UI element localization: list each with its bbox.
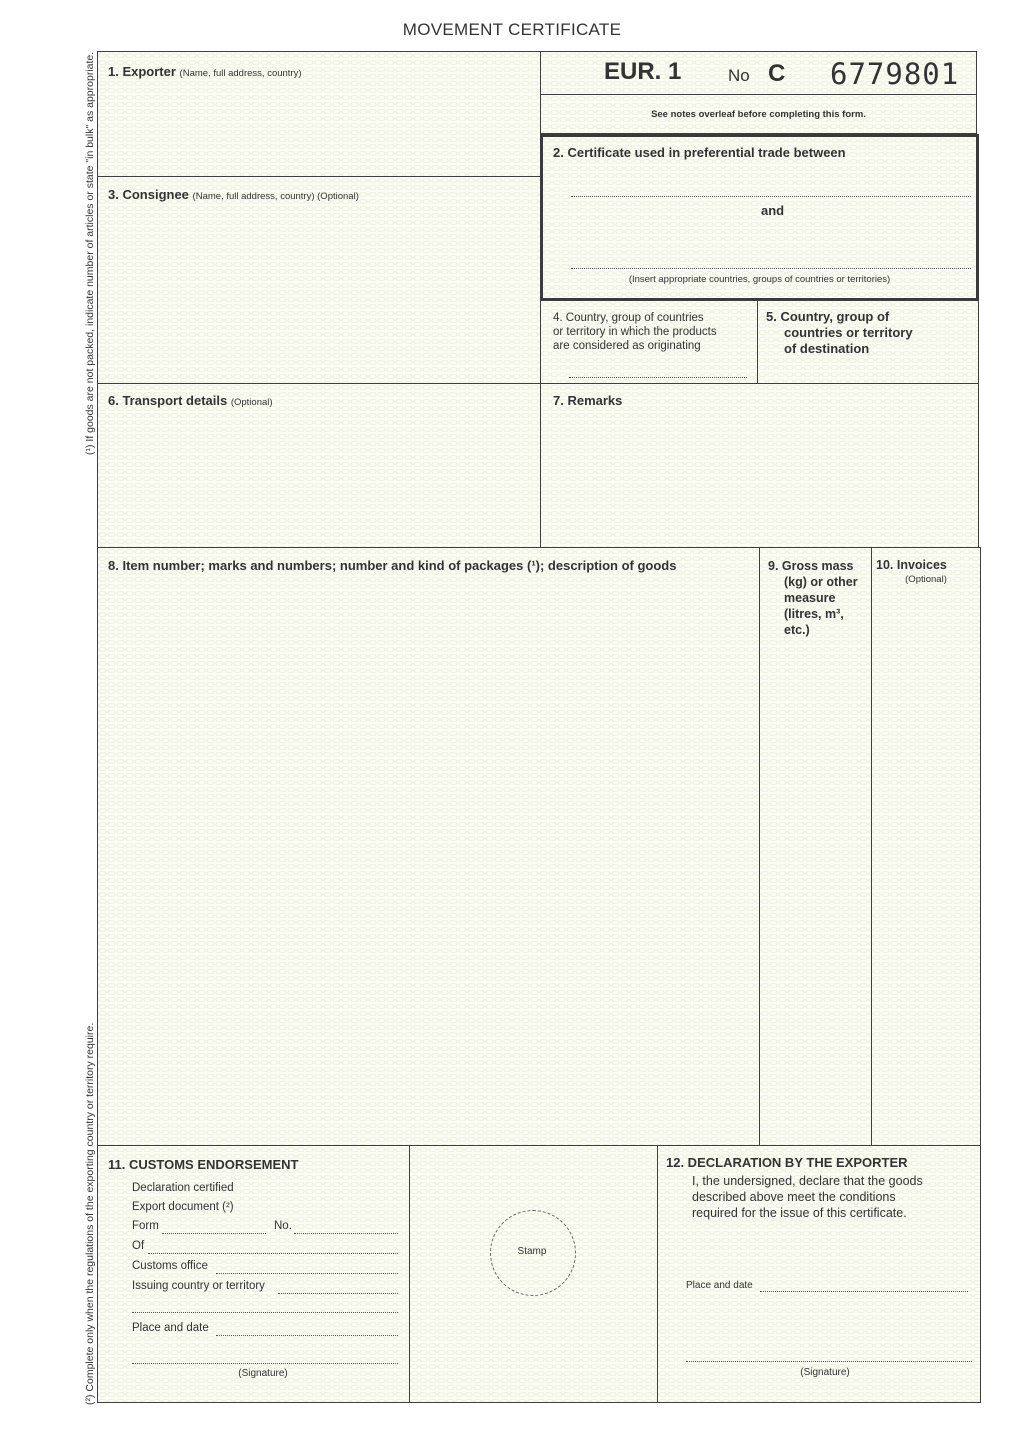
- preferential-trade-box[interactable]: [540, 134, 979, 301]
- exporter-place-date-field[interactable]: [760, 1291, 968, 1292]
- issuing-country-field-2[interactable]: [132, 1312, 398, 1313]
- declaration-certified-text: Declaration certified: [132, 1182, 234, 1194]
- no-field[interactable]: [294, 1233, 398, 1234]
- origin-country-line[interactable]: [569, 377, 747, 378]
- destination-line-1: 5. Country, group of: [766, 309, 890, 324]
- origin-line-3: are considered as originating: [553, 340, 701, 352]
- gross-mass-line-1: 9. Gross mass: [768, 559, 854, 573]
- consignee-box[interactable]: [97, 176, 541, 384]
- exporter-signature-label: (Signature): [800, 1367, 850, 1378]
- customs-place-date-label: Place and date: [132, 1322, 209, 1334]
- invoices-label: 10. Invoices: [876, 558, 947, 572]
- exporter-declaration-box[interactable]: [657, 1145, 981, 1403]
- form-field[interactable]: [162, 1233, 266, 1234]
- customs-signature-label: (Signature): [238, 1368, 288, 1379]
- exporter-box[interactable]: [97, 51, 541, 177]
- invoices-hint: (Optional): [905, 574, 947, 585]
- notes-text: See notes overleaf before completing this form.: [651, 109, 866, 120]
- exporter-signature-line[interactable]: [686, 1361, 972, 1362]
- no-field-label: No.: [274, 1220, 292, 1232]
- destination-line-2: countries or territory: [784, 325, 913, 340]
- export-document-label: Export document (²): [132, 1201, 234, 1213]
- destination-country-box[interactable]: [757, 300, 979, 384]
- exporter-hint: (Name, full address, country): [179, 68, 302, 79]
- gross-mass-line-4: (litres, m³,: [784, 607, 844, 621]
- of-field[interactable]: [148, 1253, 398, 1254]
- goods-description-label: 8. Item number; marks and numbers; number and kind of packages (¹); description of goods: [108, 558, 677, 573]
- side-note-packing: (¹) If goods are not packed, indicate number of articles or state "in bulk" as appropriate.: [84, 51, 96, 455]
- of-field-label: Of: [132, 1240, 145, 1252]
- and-label: and: [761, 203, 785, 218]
- customs-signature-line[interactable]: [132, 1363, 398, 1364]
- issuing-country-label: Issuing country or territory: [132, 1280, 265, 1292]
- customs-office-label: Customs office: [132, 1260, 208, 1272]
- transport-details-label: 6. Transport details: [108, 393, 228, 408]
- destination-line-3: of destination: [784, 341, 870, 356]
- gross-mass-line-5: etc.): [784, 623, 810, 637]
- remarks-box[interactable]: [540, 383, 979, 548]
- number-label: No: [728, 66, 750, 85]
- transport-details-box[interactable]: [97, 383, 541, 548]
- serial-number: 6779801: [830, 57, 960, 91]
- origin-line-2: or territory in which the products: [553, 326, 717, 338]
- form-title: MOVEMENT CERTIFICATE: [402, 20, 622, 39]
- gross-mass-line-2: (kg) or other: [784, 575, 858, 589]
- declaration-line-1: I, the undersigned, declare that the goods: [692, 1174, 923, 1188]
- customs-endorsement-label: 11. CUSTOMS ENDORSEMENT: [108, 1157, 299, 1172]
- consignee-hint: (Name, full address, country) (Optional): [192, 191, 359, 202]
- goods-description-box[interactable]: [97, 547, 760, 1146]
- transport-details-hint: (Optional): [230, 397, 273, 408]
- declaration-line-2: described above meet the conditions: [692, 1190, 896, 1204]
- stamp-label: Stamp: [517, 1246, 547, 1257]
- customs-office-field[interactable]: [216, 1273, 398, 1274]
- gross-mass-box[interactable]: [759, 547, 872, 1146]
- form-field-label: Form: [132, 1220, 159, 1232]
- preferential-trade-hint: (Insert appropriate countries, groups of countries or territories): [628, 274, 891, 285]
- origin-country-box[interactable]: [540, 300, 758, 384]
- customs-place-date-field[interactable]: [216, 1335, 398, 1336]
- notes-box: [540, 94, 977, 134]
- declaration-line-3: required for the issue of this certificate.: [692, 1206, 907, 1220]
- exporter-place-date-label: Place and date: [686, 1280, 753, 1291]
- exporter-declaration-label: 12. DECLARATION BY THE EXPORTER: [666, 1155, 908, 1170]
- remarks-label: 7. Remarks: [553, 393, 623, 408]
- exporter-label: 1. Exporter: [108, 64, 176, 79]
- preferential-trade-label: 2. Certificate used in preferential trade between: [553, 145, 846, 160]
- side-note-export-document: (²) Complete only when the regulations of the exporting country or territory require.: [84, 1022, 96, 1405]
- consignee-label: 3. Consignee: [108, 187, 189, 202]
- issuing-country-field[interactable]: [278, 1293, 398, 1294]
- invoices-box[interactable]: [871, 547, 981, 1146]
- customs-endorsement-box[interactable]: [97, 1145, 410, 1403]
- second-country-line[interactable]: [571, 268, 971, 269]
- first-country-line[interactable]: [571, 196, 971, 197]
- origin-line-1: 4. Country, group of countries: [553, 312, 704, 324]
- series-letter: C: [768, 60, 786, 87]
- gross-mass-line-3: measure: [784, 591, 836, 605]
- form-name: EUR. 1: [604, 58, 682, 85]
